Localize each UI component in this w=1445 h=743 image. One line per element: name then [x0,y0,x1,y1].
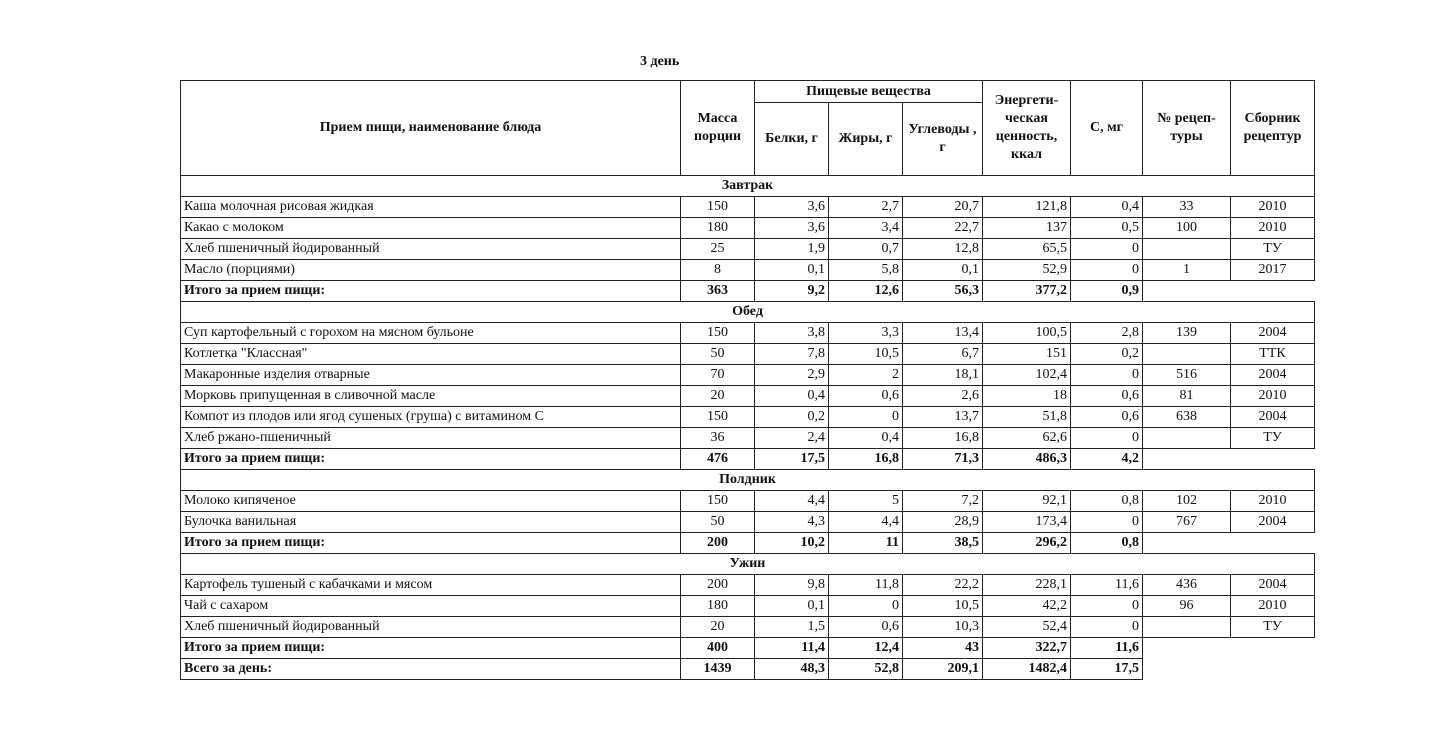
vitc-cell: 0,4 [1071,197,1143,218]
protein-cell: 0,2 [755,407,829,428]
mass-cell: 50 [681,512,755,533]
dish-name: Компот из плодов или ягод сушеных (груша) с витамином С [181,407,681,428]
mass-cell: 150 [681,491,755,512]
recipe-number-cell: 81 [1143,386,1231,407]
grand-total-label: Всего за день: [181,659,681,680]
empty-cell [1143,449,1315,470]
carbs-cell: 10,3 [903,617,983,638]
section-header-row [181,176,1315,197]
carbs-cell: 28,9 [903,512,983,533]
fat-cell: 0,6 [829,617,903,638]
recipe-number-cell: 767 [1143,512,1231,533]
energy-cell: 228,1 [983,575,1071,596]
table-body [181,176,1315,680]
total-row [181,638,1315,659]
recipe-number-cell: 96 [1143,596,1231,617]
energy-cell: 173,4 [983,512,1071,533]
collection-cell: ТУ [1231,239,1315,260]
carbs-cell: 10,5 [903,596,983,617]
table-row [181,428,1315,449]
energy-cell: 137 [983,218,1071,239]
table-row [181,239,1315,260]
dish-name: Хлеб пшеничный йодированный [181,239,681,260]
energy-cell: 151 [983,344,1071,365]
table-row [181,344,1315,365]
total-energy: 296,2 [983,533,1071,554]
collection-cell: 2010 [1231,491,1315,512]
protein-cell: 2,4 [755,428,829,449]
recipe-number-cell: 638 [1143,407,1231,428]
energy-cell: 42,2 [983,596,1071,617]
collection-cell: 2017 [1231,260,1315,281]
carbs-cell: 2,6 [903,386,983,407]
header-dish: Прием пищи, наименование блюда [181,81,681,176]
collection-cell: 2004 [1231,323,1315,344]
grand-total-vitc: 17,5 [1071,659,1143,680]
dish-name: Хлеб пшеничный йодированный [181,617,681,638]
recipe-number-cell [1143,239,1231,260]
header-protein: Белки, г [755,103,829,176]
table-row [181,218,1315,239]
total-fat: 12,4 [829,638,903,659]
energy-cell: 52,9 [983,260,1071,281]
energy-cell: 92,1 [983,491,1071,512]
fat-cell: 0,6 [829,386,903,407]
recipe-number-cell [1143,617,1231,638]
vitc-cell: 2,8 [1071,323,1143,344]
carbs-cell: 12,8 [903,239,983,260]
section-header-row [181,470,1315,491]
protein-cell: 0,1 [755,596,829,617]
energy-cell: 100,5 [983,323,1071,344]
energy-cell: 65,5 [983,239,1071,260]
carbs-cell: 6,7 [903,344,983,365]
total-mass: 200 [681,533,755,554]
total-energy: 377,2 [983,281,1071,302]
collection-cell: ТТК [1231,344,1315,365]
section-title: Завтрак [181,176,1315,197]
grand-total-protein: 48,3 [755,659,829,680]
total-vitc: 0,9 [1071,281,1143,302]
table-row [181,386,1315,407]
empty-cell [1143,638,1315,659]
carbs-cell: 18,1 [903,365,983,386]
fat-cell: 4,4 [829,512,903,533]
section-title: Ужин [181,554,1315,575]
dish-name: Картофель тушеный с кабачками и мясом [181,575,681,596]
table-row [181,512,1315,533]
vitc-cell: 0 [1071,512,1143,533]
total-label: Итого за прием пищи: [181,638,681,659]
mass-cell: 200 [681,575,755,596]
total-protein: 17,5 [755,449,829,470]
mass-cell: 150 [681,197,755,218]
vitc-cell: 0 [1071,617,1143,638]
dish-name: Булочка ванильная [181,512,681,533]
table-row [181,617,1315,638]
grand-total-mass: 1439 [681,659,755,680]
grand-total-carbs: 209,1 [903,659,983,680]
dish-name: Каша молочная рисовая жидкая [181,197,681,218]
total-carbs: 43 [903,638,983,659]
recipe-number-cell: 1 [1143,260,1231,281]
total-protein: 11,4 [755,638,829,659]
header-energy: Энергети-ческая ценность, ккал [983,81,1071,176]
vitc-cell: 0 [1071,365,1143,386]
grand-total-row [181,659,1315,680]
recipe-number-cell [1143,344,1231,365]
header-carbs: Углеводы , г [903,103,983,176]
table-row [181,197,1315,218]
total-vitc: 4,2 [1071,449,1143,470]
header-vitc: С, мг [1071,81,1143,176]
fat-cell: 2,7 [829,197,903,218]
dish-name: Молоко кипяченое [181,491,681,512]
vitc-cell: 0 [1071,428,1143,449]
carbs-cell: 20,7 [903,197,983,218]
total-label: Итого за прием пищи: [181,281,681,302]
section-header-row [181,302,1315,323]
carbs-cell: 16,8 [903,428,983,449]
fat-cell: 3,3 [829,323,903,344]
table-row [181,260,1315,281]
carbs-cell: 0,1 [903,260,983,281]
mass-cell: 180 [681,218,755,239]
recipe-number-cell: 100 [1143,218,1231,239]
mass-cell: 150 [681,407,755,428]
fat-cell: 0,4 [829,428,903,449]
carbs-cell: 22,2 [903,575,983,596]
energy-cell: 52,4 [983,617,1071,638]
protein-cell: 3,8 [755,323,829,344]
total-carbs: 71,3 [903,449,983,470]
collection-cell: 2004 [1231,407,1315,428]
mass-cell: 150 [681,323,755,344]
menu-table [180,80,1315,680]
table-row [181,491,1315,512]
mass-cell: 8 [681,260,755,281]
fat-cell: 11,8 [829,575,903,596]
collection-cell: 2004 [1231,512,1315,533]
recipe-number-cell: 436 [1143,575,1231,596]
energy-cell: 62,6 [983,428,1071,449]
table-row [181,575,1315,596]
recipe-number-cell: 516 [1143,365,1231,386]
vitc-cell: 0 [1071,239,1143,260]
total-protein: 9,2 [755,281,829,302]
protein-cell: 1,9 [755,239,829,260]
mass-cell: 50 [681,344,755,365]
grand-total-fat: 52,8 [829,659,903,680]
mass-cell: 180 [681,596,755,617]
collection-cell: 2004 [1231,365,1315,386]
empty-cell [1143,659,1315,680]
table-row [181,323,1315,344]
total-carbs: 38,5 [903,533,983,554]
dish-name: Какао с молоком [181,218,681,239]
carbs-cell: 22,7 [903,218,983,239]
vitc-cell: 0 [1071,260,1143,281]
total-vitc: 0,8 [1071,533,1143,554]
dish-name: Чай с сахаром [181,596,681,617]
protein-cell: 0,1 [755,260,829,281]
fat-cell: 5 [829,491,903,512]
protein-cell: 2,9 [755,365,829,386]
protein-cell: 4,3 [755,512,829,533]
protein-cell: 4,4 [755,491,829,512]
recipe-number-cell: 139 [1143,323,1231,344]
total-mass: 363 [681,281,755,302]
section-title: Обед [181,302,1315,323]
total-mass: 400 [681,638,755,659]
carbs-cell: 7,2 [903,491,983,512]
protein-cell: 1,5 [755,617,829,638]
total-energy: 486,3 [983,449,1071,470]
section-title: Полдник [181,470,1315,491]
total-fat: 16,8 [829,449,903,470]
total-protein: 10,2 [755,533,829,554]
recipe-number-cell: 102 [1143,491,1231,512]
vitc-cell: 0 [1071,596,1143,617]
carbs-cell: 13,4 [903,323,983,344]
recipe-number-cell [1143,428,1231,449]
page-title: 3 день [640,54,680,69]
total-label: Итого за прием пищи: [181,533,681,554]
fat-cell: 0 [829,596,903,617]
collection-cell: 2010 [1231,218,1315,239]
energy-cell: 18 [983,386,1071,407]
total-row [181,281,1315,302]
carbs-cell: 13,7 [903,407,983,428]
collection-cell: 2010 [1231,386,1315,407]
header-recipe-no: № рецеп-туры [1143,81,1231,176]
vitc-cell: 0,2 [1071,344,1143,365]
mass-cell: 36 [681,428,755,449]
total-fat: 11 [829,533,903,554]
dish-name: Макаронные изделия отварные [181,365,681,386]
total-row [181,533,1315,554]
total-vitc: 11,6 [1071,638,1143,659]
collection-cell: ТУ [1231,617,1315,638]
energy-cell: 51,8 [983,407,1071,428]
total-fat: 12,6 [829,281,903,302]
protein-cell: 3,6 [755,218,829,239]
header-collection: Сборник рецептур [1231,81,1315,176]
collection-cell: 2010 [1231,197,1315,218]
dish-name: Морковь припущенная в сливочной масле [181,386,681,407]
vitc-cell: 11,6 [1071,575,1143,596]
mass-cell: 20 [681,386,755,407]
section-header-row [181,554,1315,575]
dish-name: Хлеб ржано-пшеничный [181,428,681,449]
fat-cell: 10,5 [829,344,903,365]
table-row [181,596,1315,617]
protein-cell: 9,8 [755,575,829,596]
table-row [181,365,1315,386]
dish-name: Суп картофельный с горохом на мясном бульоне [181,323,681,344]
vitc-cell: 0,6 [1071,407,1143,428]
fat-cell: 0 [829,407,903,428]
protein-cell: 3,6 [755,197,829,218]
dish-name: Масло (порциями) [181,260,681,281]
energy-cell: 121,8 [983,197,1071,218]
dish-name: Котлетка "Классная" [181,344,681,365]
vitc-cell: 0,6 [1071,386,1143,407]
mass-cell: 20 [681,617,755,638]
table-row [181,407,1315,428]
fat-cell: 5,8 [829,260,903,281]
header-mass: Масса порции [681,81,755,176]
header-fat: Жиры, г [829,103,903,176]
energy-cell: 102,4 [983,365,1071,386]
total-label: Итого за прием пищи: [181,449,681,470]
protein-cell: 7,8 [755,344,829,365]
mass-cell: 70 [681,365,755,386]
recipe-number-cell: 33 [1143,197,1231,218]
vitc-cell: 0,5 [1071,218,1143,239]
mass-cell: 25 [681,239,755,260]
empty-cell [1143,533,1315,554]
empty-cell [1143,281,1315,302]
total-energy: 322,7 [983,638,1071,659]
fat-cell: 2 [829,365,903,386]
fat-cell: 0,7 [829,239,903,260]
header-nutrients: Пищевые вещества [755,81,983,103]
collection-cell: 2010 [1231,596,1315,617]
collection-cell: ТУ [1231,428,1315,449]
total-row [181,449,1315,470]
vitc-cell: 0,8 [1071,491,1143,512]
protein-cell: 0,4 [755,386,829,407]
total-mass: 476 [681,449,755,470]
fat-cell: 3,4 [829,218,903,239]
total-carbs: 56,3 [903,281,983,302]
grand-total-energy: 1482,4 [983,659,1071,680]
collection-cell: 2004 [1231,575,1315,596]
